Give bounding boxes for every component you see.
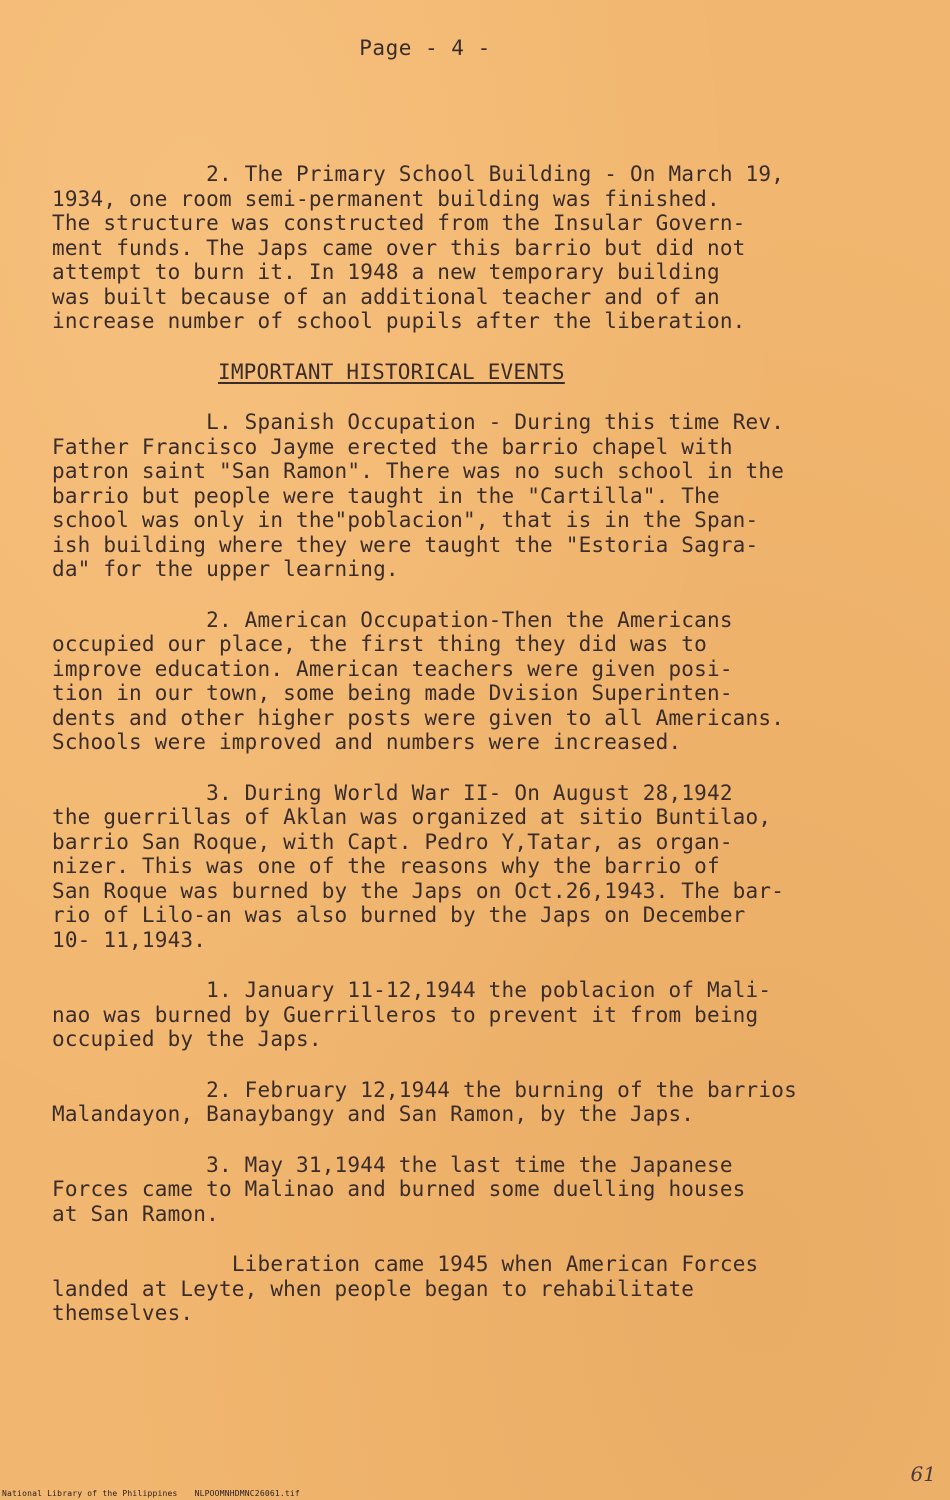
footer-library: National Library of the Philippines xyxy=(2,1489,178,1498)
paragraph-liberation: Liberation came 1945 when American Forces landed at Leyte, when people began to rehabilitate themselves. xyxy=(52,1252,759,1325)
paragraph-may-1944: 3. May 31,1944 the last time the Japanese Forces came to Malinao and burned some duelling houses at San Ramon. xyxy=(52,1152,746,1226)
handwritten-page-mark: 61 xyxy=(910,1462,936,1486)
paragraph-world-war-ii: 3. During World War II- On August 28,1942 the guerrillas of Aklan was organized at sitio Buntilao, barrio San Roque, with Capt. Pedro Y,Tatar, as organ- nizer. This was one of the reasons why the barrio of San Roque was burned by the Japs on Oct.26,1943. The bar- rio of Lilo-an was also burned by the Japs on December 10- 11,1943. xyxy=(52,780,785,952)
archive-footer xyxy=(2,1489,312,1498)
paragraph-january-1944: 1. January 11-12,1944 the poblacion of Mali- nao was burned by Guerrilleros to prevent it from being occupied by the Japs. xyxy=(52,978,772,1051)
page-number: Page - 4 - xyxy=(359,36,491,60)
paragraph-february-1944: 2. February 12,1944 the burning of the barrios Malandayon, Banaybangy and San Ramon, by the Japs. xyxy=(52,1077,797,1126)
paragraph-american-occupation: 2. American Occupation-Then the Americans occupied our place, the first thing they did was to improve education. American teachers were given posi- tion in our town, some being made Dvision Superinten- dents and other higher posts were given to all Americans. Schools were improved and numbers were increased. xyxy=(52,607,785,754)
footer-file-id: NLPOOMNHDMNC26061.tif xyxy=(194,1489,300,1498)
document-body xyxy=(52,162,922,1326)
paragraph-spanish-occupation: L. Spanish Occupation - During this time Rev. Father Francisco Jayme erected the barrio chapel with patron saint "San Ramon". There was no such school in the barrio but people were taught in the "Cartilla". The school was only in the"poblacion", that is in the Span- ish building where they were taught the "Estoria Sagra- da" for the upper learning. xyxy=(52,410,785,581)
section-heading: IMPORTANT HISTORICAL EVENTS xyxy=(218,359,565,384)
paragraph-primary-school: 2. The Primary School Building - On March 19, 1934, one room semi-permanent building was finished. The structure was constructed from the Insular Govern- ment funds. The Japs came over this barrio but did not attempt to burn it. In 1948 a new temporary building was built because of an additional teacher and of an increase number of school pupils after the liberation. xyxy=(52,162,785,333)
